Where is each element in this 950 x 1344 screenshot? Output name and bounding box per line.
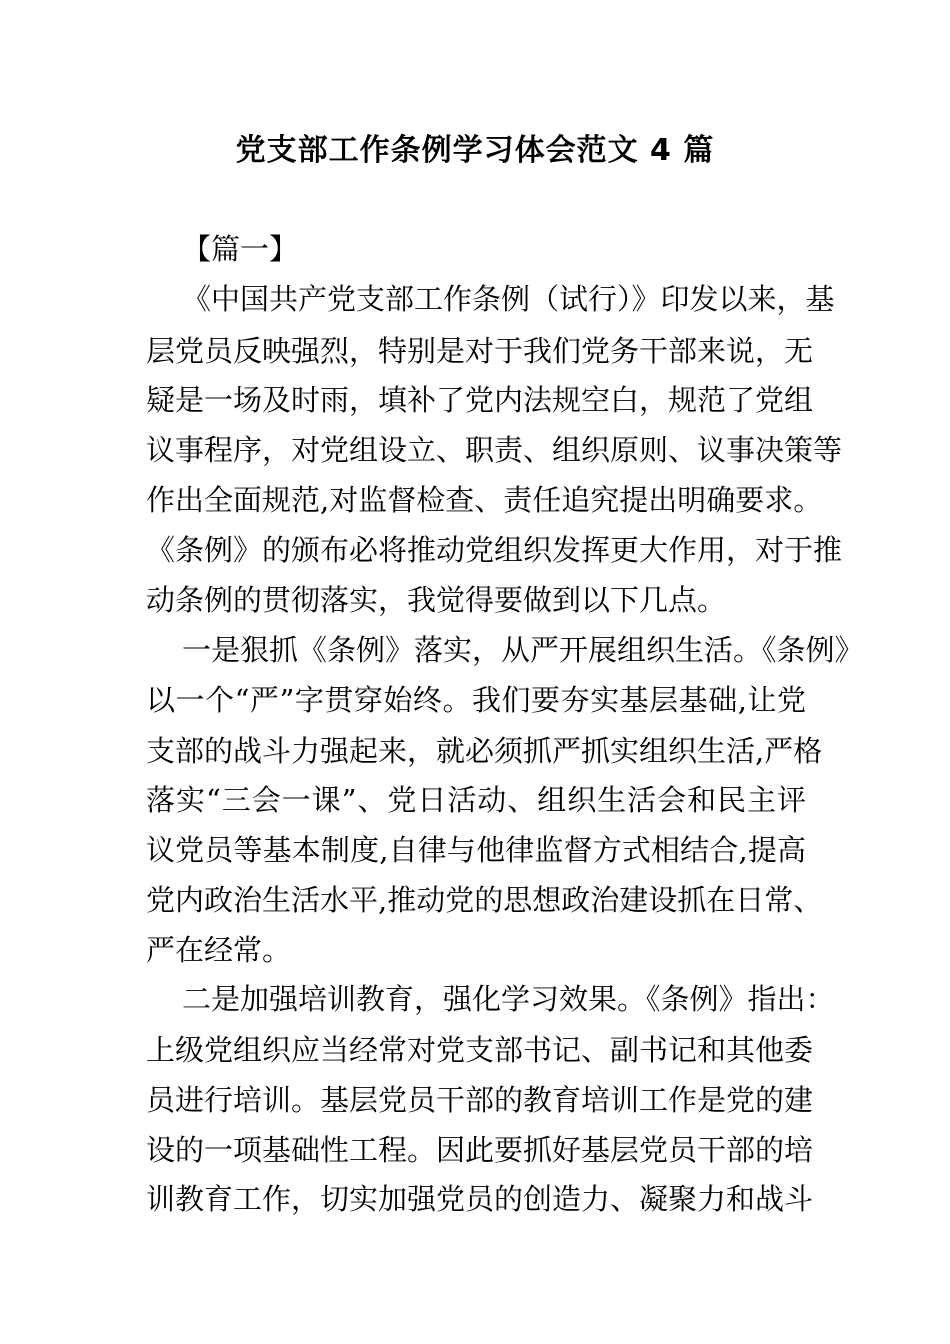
paragraph-1-line-4: 议事程序，对党组设立、职责、组织原则、议事决策等 <box>146 433 843 467</box>
document-title: 党支部工作条例学习体会范文 4 篇 <box>235 133 715 168</box>
paragraph-2-line-3: 支部的战斗力强起来，就必须抓严抓实组织生活,严格 <box>146 734 823 768</box>
paragraph-2-line-6: 党内政治生活水平,推动党的思想政治建设抓在日常、 <box>146 883 823 917</box>
paragraph-1-line-6: 《条例》的颁布必将推动党组织发挥更大作用，对于推 <box>146 533 843 567</box>
paragraph-1-line-5: 作出全面规范,对监督检查、责任追究提出明确要求。 <box>146 483 823 517</box>
paragraph-3-line-5: 训教育工作，切实加强党员的创造力、凝聚力和战斗 <box>146 1182 814 1216</box>
paragraph-2-line-7: 严在经常。 <box>146 933 292 967</box>
paragraph-3-line-1: 二是加强培训教育，强化学习效果。《条例》指出： <box>182 982 835 1016</box>
paragraph-1-line-2: 层党员反映强烈，特别是对于我们党务干部来说，无 <box>146 334 814 368</box>
paragraph-3-line-2: 上级党组织应当经常对党支部书记、副书记和其他委 <box>146 1033 814 1067</box>
paragraph-2-line-1: 一是狠抓《条例》落实，从严开展组织生活。《条例》 <box>182 633 864 667</box>
paragraph-3-line-4: 设的一项基础性工程。因此要抓好基层党员干部的培 <box>146 1133 814 1167</box>
paragraph-2-line-4: 落实“三会一课”、党日活动、组织生活会和民主评 <box>146 783 806 817</box>
paragraph-1-line-7: 动条例的贯彻落实，我觉得要做到以下几点。 <box>146 583 727 617</box>
paragraph-1-line-3: 疑是一场及时雨，填补了党内法规空白，规范了党组 <box>146 383 814 417</box>
paragraph-2-line-2: 以一个“严”字贯穿始终。我们要夯实基层基础,让党 <box>146 683 806 717</box>
paragraph-2-line-5: 议党员等基本制度,自律与他律监督方式相结合,提高 <box>146 833 806 867</box>
paragraph-3-line-3: 员进行培训。基层党员干部的教育培训工作是党的建 <box>146 1083 814 1117</box>
paragraph-1-line-1: 《中国共产党支部工作条例（试行）》印发以来，基 <box>182 282 835 316</box>
section-label: 【篇一】 <box>182 232 299 266</box>
